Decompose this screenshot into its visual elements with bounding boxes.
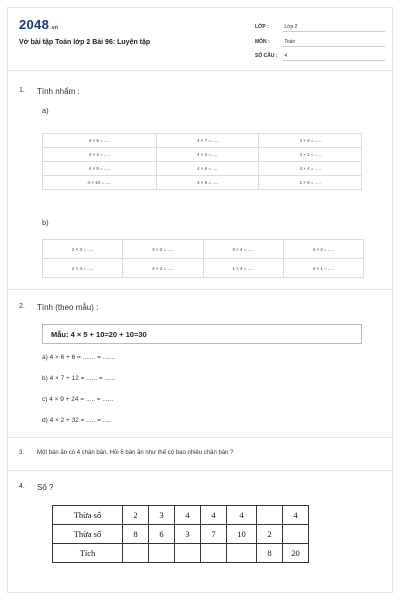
grid-cell: 4 × 9 = ..... <box>259 134 362 148</box>
section-divider <box>8 289 392 290</box>
table-cell: 6 <box>149 525 175 544</box>
question-number: 4. <box>19 483 25 490</box>
info-subject <box>255 39 385 45</box>
exercise-line: a) 4 × 6 + 6 = ....... = ....... <box>42 354 116 361</box>
table-row <box>43 259 364 278</box>
grid-cell: 3 × 9 = ..... <box>156 176 259 190</box>
table-row <box>53 506 309 525</box>
example-box: Mẫu: 4 × 5 + 10=20 + 10=30 <box>42 324 362 344</box>
grid-cell: 4 × 7 = ..... <box>156 134 259 148</box>
grid-cell: 4 × 2 = ..... <box>123 259 203 278</box>
table-row <box>43 148 362 162</box>
grid-cell: 4 × 3 = ..... <box>43 148 157 162</box>
row-header: Thừa số <box>53 506 123 525</box>
table-row <box>43 162 362 176</box>
grid-cell: 4 × 4 = ..... <box>259 162 362 176</box>
site-logo[interactable] <box>19 17 58 32</box>
q1b-grid <box>42 239 364 278</box>
table-cell: 10 <box>227 525 257 544</box>
info-value: Lớp 2 <box>284 24 298 30</box>
document-title: Vở bài tập Toán lớp 2 Bài 96: Luyện tập <box>19 39 151 46</box>
row-header: Tích <box>53 544 123 563</box>
grid-cell: 4 × 5 = ..... <box>43 134 157 148</box>
grid-cell: 2 × 3 = ..... <box>43 240 123 259</box>
table-row <box>43 240 364 259</box>
exercise-line: b) 4 × 7 + 12 = ...... = ...... <box>42 375 116 382</box>
grid-cell: 3 × 4 = ..... <box>203 240 283 259</box>
question-text: Một bàn ăn có 4 chân bàn. Hỏi 6 bàn ăn như thế có bao nhiêu chân bàn ? <box>37 450 234 456</box>
section-divider <box>8 437 392 438</box>
answer-cell[interactable] <box>283 525 309 544</box>
table-cell: 2 <box>257 525 283 544</box>
q1a-grid <box>42 133 362 190</box>
info-value: 4 <box>284 53 288 59</box>
section-divider <box>8 470 392 471</box>
grid-cell: 4 × 10 = ..... <box>43 176 157 190</box>
grid-cell: 3 × 2 = ..... <box>123 240 203 259</box>
question-text: Tính (theo mẫu) : <box>37 303 99 312</box>
grid-cell: 4 × 8 = ..... <box>43 162 157 176</box>
exercise-line: d) 4 × 2 + 32 = ..... = ..... <box>42 417 112 424</box>
grid-cell: 4 × 1 = ..... <box>283 259 363 278</box>
worksheet-page <box>7 7 393 593</box>
question-text: Tính nhẩm : <box>37 87 80 96</box>
info-class <box>255 24 385 30</box>
info-question-count <box>255 53 385 59</box>
answer-cell[interactable] <box>227 544 257 563</box>
grid-cell: 2 × 9 = ..... <box>259 176 362 190</box>
exercise-line: c) 4 × 9 + 24 = ..... = ...... <box>42 396 114 403</box>
grid-cell: 1 × 4 = ..... <box>203 259 283 278</box>
table-row <box>43 176 362 190</box>
question-number: 1. <box>19 87 25 94</box>
table-cell: 4 <box>227 506 257 525</box>
logo-suffix: .vn <box>50 25 59 31</box>
row-header: Thừa số <box>53 525 123 544</box>
grid-cell: 4 × 2 = ..... <box>156 148 259 162</box>
table-cell: 7 <box>201 525 227 544</box>
answer-cell[interactable] <box>201 544 227 563</box>
table-cell: 4 <box>201 506 227 525</box>
question-text: Số ? <box>37 483 54 492</box>
part-a-label: a) <box>42 106 49 115</box>
answer-cell[interactable] <box>257 506 283 525</box>
part-b-label: b) <box>42 218 49 227</box>
info-label: LỚP : <box>255 24 269 30</box>
table-row <box>53 544 309 563</box>
table-cell: 2 <box>123 506 149 525</box>
multiplication-table <box>52 505 309 563</box>
table-cell: 3 <box>149 506 175 525</box>
logo-text: 2048 <box>19 17 50 32</box>
table-cell: 8 <box>257 544 283 563</box>
answer-cell[interactable] <box>175 544 201 563</box>
grid-cell: 4 × 1 = ..... <box>259 148 362 162</box>
question-number: 3. <box>19 450 25 456</box>
header-divider <box>8 70 392 71</box>
question-number: 2. <box>19 303 25 310</box>
table-row <box>53 525 309 544</box>
table-cell: 20 <box>283 544 309 563</box>
table-cell: 8 <box>123 525 149 544</box>
table-cell: 3 <box>175 525 201 544</box>
info-label: SỐ CÂU : <box>255 53 278 59</box>
table-cell: 4 <box>283 506 309 525</box>
grid-cell: 4 × 3 = ..... <box>283 240 363 259</box>
table-cell: 4 <box>175 506 201 525</box>
info-value: Toán <box>284 39 296 45</box>
grid-cell: 4 × 6 = ..... <box>156 162 259 176</box>
answer-cell[interactable] <box>149 544 175 563</box>
info-label: MÔN : <box>255 39 270 45</box>
table-row <box>43 134 362 148</box>
grid-cell: 2 × 4 = ..... <box>43 259 123 278</box>
answer-cell[interactable] <box>123 544 149 563</box>
